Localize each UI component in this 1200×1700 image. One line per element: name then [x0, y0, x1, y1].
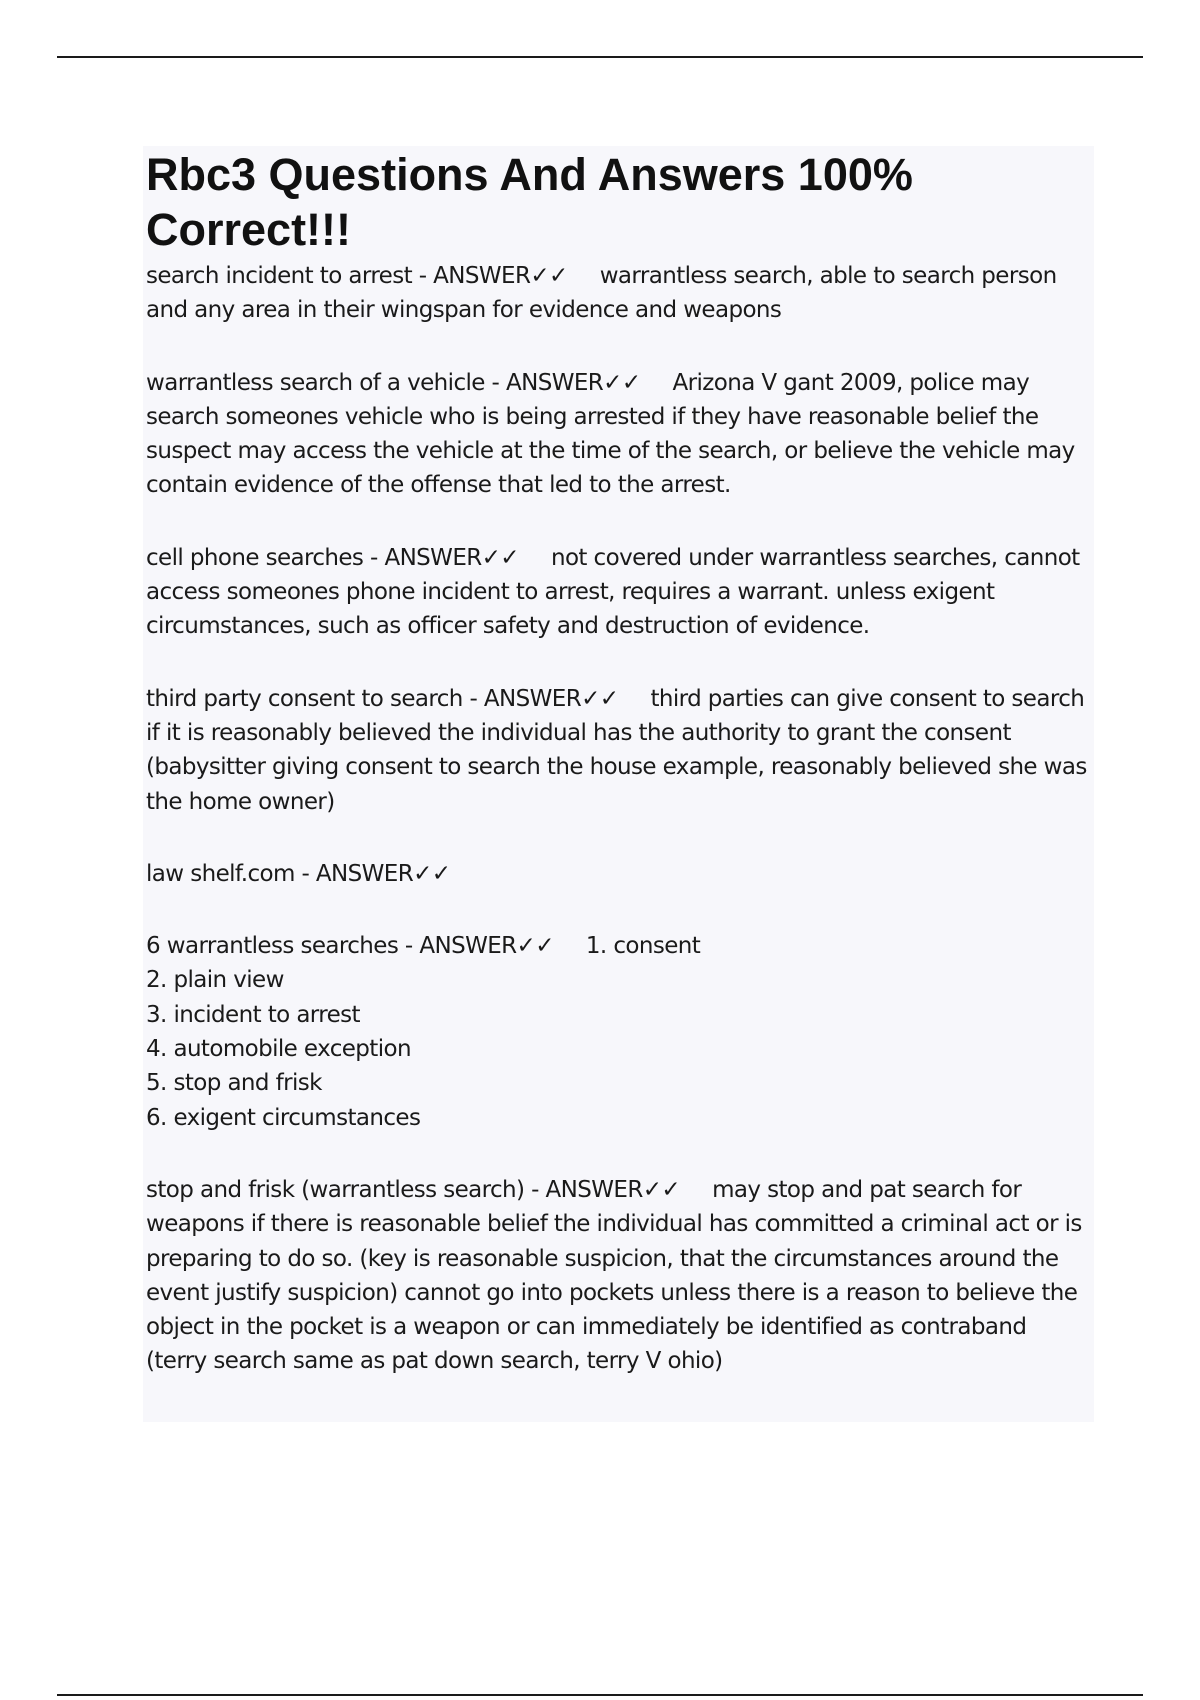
qa-entry: law shelf.com - ANSWER✓✓ [146, 860, 451, 887]
header-rule [57, 56, 1143, 58]
entry-term: cell phone searches [146, 544, 364, 571]
list-item: 6. exigent circumstances [146, 1104, 421, 1131]
entry-term: 6 warrantless searches [146, 933, 399, 960]
entry-term: law shelf.com [146, 860, 295, 887]
entry-term: warrantless search of a vehicle [146, 369, 485, 396]
entry-answer: 1. consent [585, 933, 701, 960]
list-item: 3. incident to arrest [146, 1001, 360, 1028]
entry-answer: may stop and pat search for weapons if there is reasonable belief the individual has committed a criminal act or is preparing to do so. (key is reasonable suspicion, that the circumstances around the event justify suspicion) cannot go into pockets unless there is a reason to believe the object in the pocket is a weapon or can immediately be identified as contraband (terry search same as pat down search, terry V ohio) [146, 1176, 1082, 1375]
entry-answer: third parties can give consent to search if it is reasonably believed the individual has the authority to grant the consent (babysitter giving consent to search the house example, reasonably believed she was the home owner) [146, 685, 1087, 815]
qa-entry: warrantless search of a vehicle - ANSWER✓✓ Arizona V gant 2009, police may search someones vehicle who is being arrested if they have reasonable belief the suspect may access the vehicle at the time of the search, or believe the vehicle may contain evidence of the offense that led to the arrest. [146, 369, 1075, 499]
answer-marker: ANSWER✓✓ [505, 369, 641, 396]
answer-marker: ANSWER✓✓ [483, 685, 619, 712]
content-inner [146, 146, 1091, 1417]
entry-answer: warrantless search, able to search person and any area in their wingspan for evidence and weapons [146, 263, 1057, 324]
qa-entry: cell phone searches - ANSWER✓✓ not covered under warrantless searches, cannot access someones phone incident to arrest, requires a warrant. unless exigent circumstances, such as officer safety and destruction of evidence. [146, 544, 1080, 640]
qa-entry: stop and frisk (warrantless search) - ANSWER✓✓ may stop and pat search for weapons if there is reasonable belief the individual has committed a criminal act or is preparing to do so. (key is reasonable suspicion, that the circumstances around the event justify suspicion) cannot go into pockets unless there is a reason to believe the object in the pocket is a weapon or can immediately be identified as contraband (terry search same as pat down search, terry V ohio) [146, 1176, 1082, 1375]
entry-answer: Arizona V gant 2009, police may search someones vehicle who is being arrested if they have reasonable belief the suspect may access the vehicle at the time of the search, or believe the vehicle may contain evidence of the offense that led to the arrest. [146, 369, 1075, 499]
entry-term: third party consent to search [146, 685, 463, 712]
list-item: 5. stop and frisk [146, 1070, 322, 1097]
list-item: 4. automobile exception [146, 1036, 411, 1063]
qa-entry: 6 warrantless searches - ANSWER✓✓ 1. consent 2. plain view 3. incident to arrest 4. automobile exception 5. stop and frisk 6. exigent circumstances [146, 929, 1091, 1135]
entry-term: search incident to arrest [146, 263, 413, 289]
footer-rule [57, 1694, 1143, 1696]
answer-marker: ANSWER✓✓ [384, 544, 519, 571]
entry-term: stop and frisk (warrantless search) [146, 1176, 525, 1203]
qa-entry: search incident to arrest - ANSWER✓✓ warrantless search, able to search person and any area in their wingspan for evidence and weapons [146, 263, 1057, 324]
answer-marker: ANSWER✓✓ [419, 933, 554, 960]
list-item: 2. plain view [146, 967, 284, 994]
qa-list [146, 259, 1091, 1379]
answer-marker: ANSWER✓✓ [545, 1176, 681, 1203]
content-panel [143, 146, 1094, 1422]
page-title: Rbc3 Questions And Answers 100% Correct!!! [146, 149, 913, 255]
qa-entry: third party consent to search - ANSWER✓✓ third parties can give consent to search if it is reasonably believed the individual has the authority to grant the consent (babysitter giving consent to search the house example, reasonably believed she was the home owner) [146, 685, 1087, 815]
entry-answer: not covered under warrantless searches, cannot access someones phone incident to arrest, requires a warrant. unless exigent circumstances, such as officer safety and destruction of evidence. [146, 544, 1080, 640]
answer-marker: ANSWER✓✓ [315, 860, 451, 887]
answer-marker: ANSWER✓✓ [433, 263, 568, 289]
